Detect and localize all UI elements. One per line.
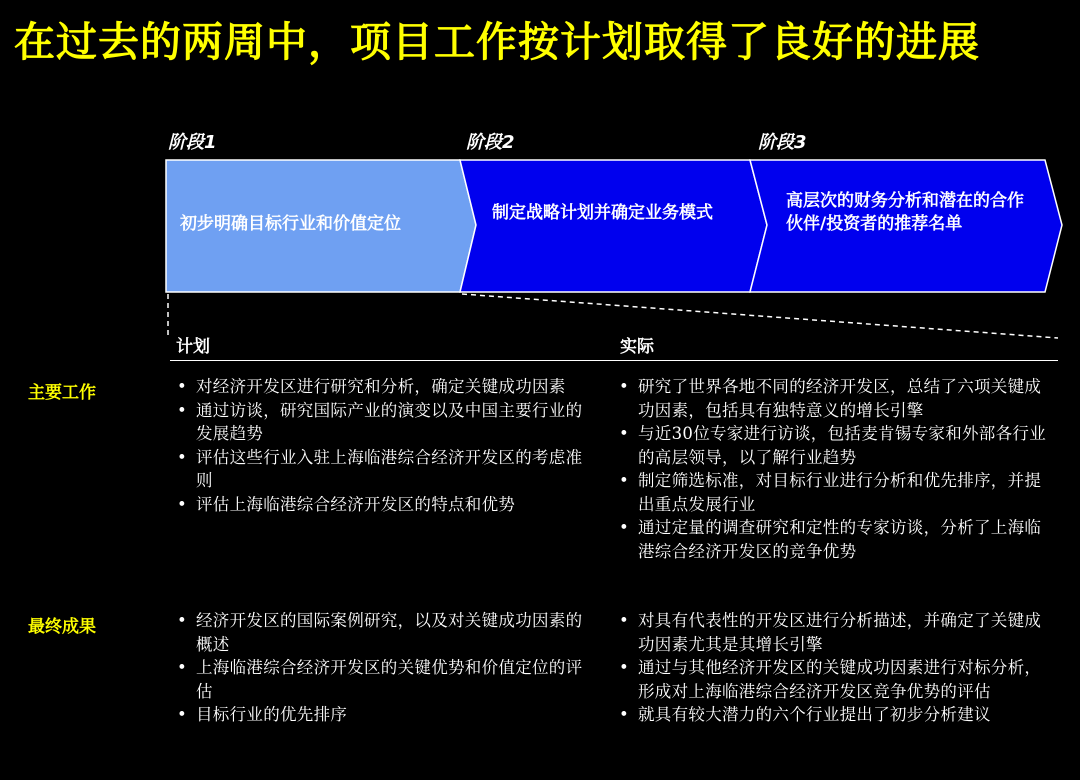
row-label-main-work: 主要工作 xyxy=(28,383,96,403)
stage-1-label: 阶段1 xyxy=(168,132,217,153)
plan-column-header: 计划 xyxy=(176,337,210,357)
main-work-plan-list xyxy=(174,375,592,516)
stage-3-label: 阶段3 xyxy=(758,132,807,153)
row-label-final-results: 最终成果 xyxy=(28,617,96,637)
stage-3-text: 高层次的财务分析和潜在的合作伙伴/投资者的推荐名单 xyxy=(786,191,1024,234)
bullet-icon: • xyxy=(177,494,188,514)
list-item: • 就具有较大潜力的六个行业提出了初步分析建议 xyxy=(616,703,1056,727)
actual-column-header: 实际 xyxy=(620,337,654,357)
list-item: • 制定筛选标准，对目标行业进行分析和优先排序，并提出重点发展行业 xyxy=(619,471,1042,514)
list-item: • 研究了世界各地不同的经济开发区，总结了六项关键成功因素，包括具有独特意义的增长引擎 xyxy=(619,377,1042,420)
list-item: • 目标行业的优先排序 xyxy=(174,703,592,727)
bullet-icon: • xyxy=(619,424,630,443)
bullet-icon: • xyxy=(177,447,188,467)
list-item: • 评估上海临港综合经济开发区的特点和优势 xyxy=(174,493,592,517)
list-item: • 上海临港综合经济开发区的关键优势和价值定位的评估 xyxy=(177,658,583,701)
stage-2-chevron xyxy=(460,160,767,292)
stage-2-text: 制定战略计划并确定业务模式 xyxy=(492,203,713,223)
bullet-icon: • xyxy=(619,658,630,677)
list-item: • 对具有代表性的开发区进行分析描述，并确定了关键成功因素尤其是其增长引擎 xyxy=(619,611,1042,654)
final-results-plan-list xyxy=(174,609,592,727)
bullet-icon: • xyxy=(177,377,188,396)
bullet-icon: • xyxy=(619,377,630,396)
bullet-icon: • xyxy=(177,705,188,724)
bullet-icon: • xyxy=(619,611,630,630)
bullet-icon: • xyxy=(177,400,188,420)
list-item: • 通过访谈，研究国际产业的演变以及中国主要行业的发展趋势 xyxy=(177,400,583,443)
list-item: • 评估这些行业入驻上海临港综合经济开发区的考虑准则 xyxy=(177,447,583,490)
list-item: • 对经济开发区进行研究和分析，确定关键成功因素 xyxy=(174,375,592,399)
bullet-icon: • xyxy=(177,611,188,630)
bullet-icon: • xyxy=(619,518,630,537)
zoom-line-right xyxy=(462,294,1058,338)
stage-1-text: 初步明确目标行业和价值定位 xyxy=(180,214,401,234)
bullet-icon: • xyxy=(177,658,188,677)
stage-2-label: 阶段2 xyxy=(466,132,515,153)
bullet-icon: • xyxy=(619,705,630,724)
list-item: • 与近30位专家进行访谈，包括麦肯锡专家和外部各行业的高层领导，以了解行业趋势 xyxy=(619,424,1046,467)
bullet-icon: • xyxy=(619,471,630,490)
main-work-actual-list xyxy=(616,375,1056,563)
final-results-actual-list xyxy=(616,609,1056,727)
header-divider xyxy=(170,360,1058,361)
list-item: • 通过定量的调查研究和定性的专家访谈，分析了上海临港综合经济开发区的竞争优势 xyxy=(619,518,1042,561)
list-item: • 经济开发区的国际案例研究，以及对关键成功因素的概述 xyxy=(177,611,583,654)
list-item: • 通过与其他经济开发区的关键成功因素进行对标分析，形成对上海临港综合经济开发区竞争优势的评估 xyxy=(619,658,1042,701)
slide-title: 在过去的两周中，项目工作按计划取得了良好的进展 xyxy=(14,18,980,66)
